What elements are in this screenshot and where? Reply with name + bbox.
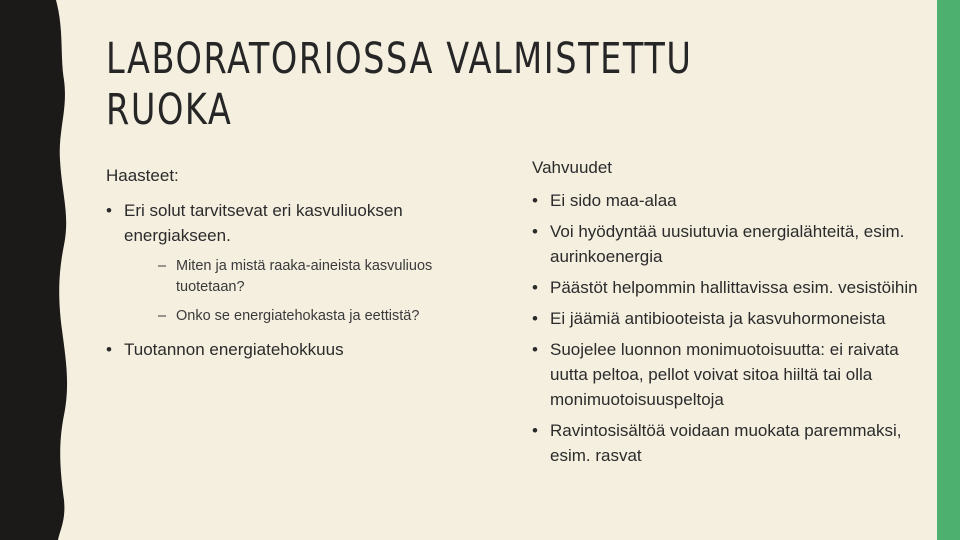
slide-title-line-2: RUOKA [106, 85, 233, 135]
slide-title-line-1: LABORATORIOSSA VALMISTETTU [106, 34, 693, 84]
strength-item: • Ei sido maa-alaa [532, 188, 922, 213]
strength-item: • Päästöt helpommin hallittavissa esim. vesistöihin [532, 275, 922, 300]
slide-title [106, 34, 699, 136]
challenge-item [106, 198, 486, 327]
challenge-sub-list [158, 256, 498, 327]
challenge-item-text: Tuotannon energiatehokkuus [124, 340, 344, 359]
strengths-list [532, 188, 922, 474]
strength-item: • Ravintosisältöä voidaan muokata paremmaksi, esim. rasvat [532, 418, 922, 468]
challenge-item-text: Eri solut tarvitsevat eri kasvuliuoksen energiakseen. [124, 201, 403, 245]
challenges-heading: Haasteet: [106, 166, 179, 185]
challenge-sub-item: – Onko se energiatehokasta ja eettistä? [158, 306, 498, 327]
challenges-list [106, 198, 486, 372]
right-accent-band [937, 0, 960, 540]
challenge-item [106, 337, 486, 362]
strength-item: • Voi hyödyntää uusiutuvia energialähteitä, esim. aurinkoenergia [532, 219, 922, 269]
left-decorative-band [0, 0, 70, 540]
strengths-heading: Vahvuudet [532, 158, 613, 177]
strength-item: • Suojelee luonnon monimuotoisuutta: ei raivata uutta peltoa, pellot voivat sitoa hiiltä tai olla monimuotoisuuspeltoja [532, 337, 922, 412]
challenge-sub-item: – Miten ja mistä raaka-aineista kasvuliuos tuotetaan? [158, 256, 498, 298]
strength-item: • Ei jäämiä antibiooteista ja kasvuhormoneista [532, 306, 922, 331]
